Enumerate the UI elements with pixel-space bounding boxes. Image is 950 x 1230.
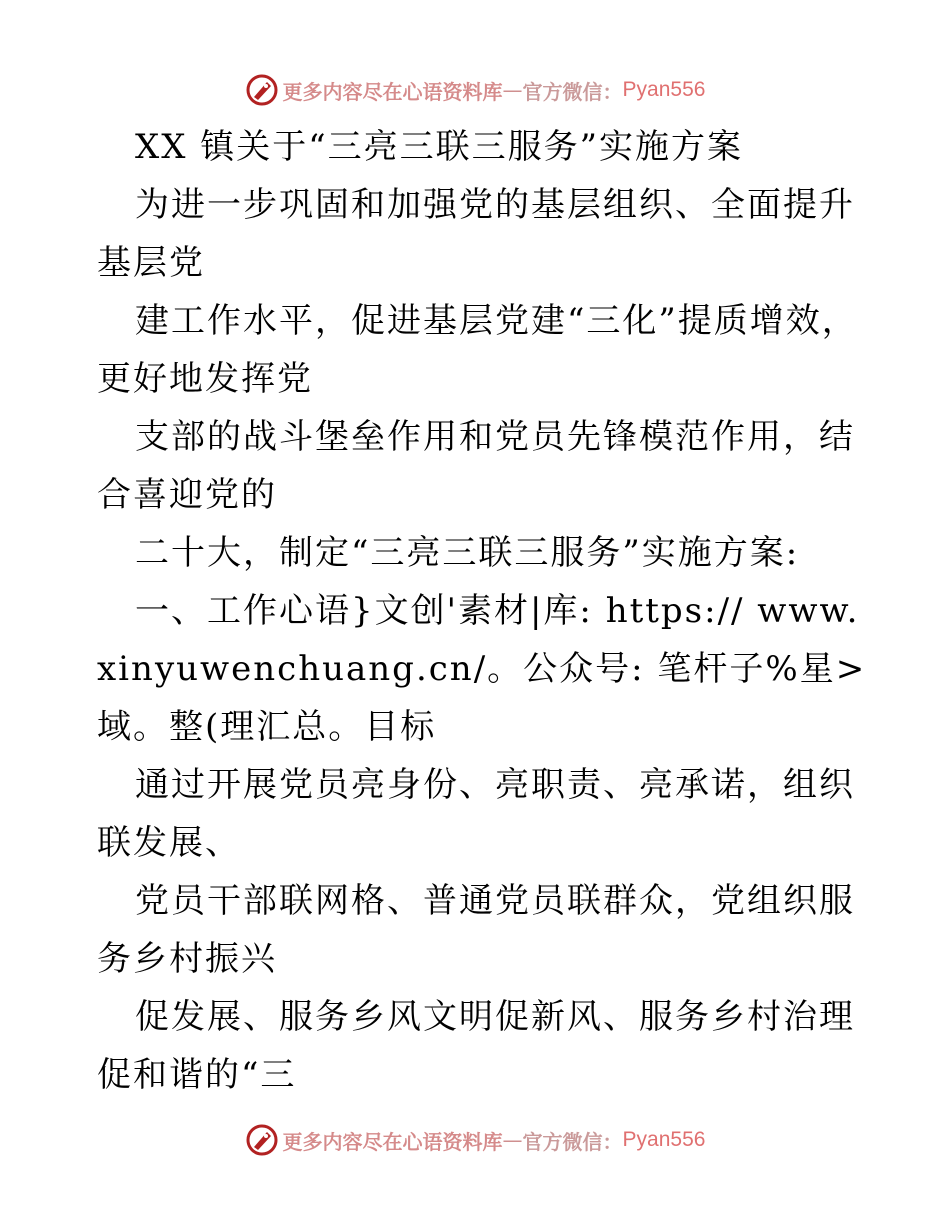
paragraph: 为进一步巩固和加强党的基层组织、全面提升基层党: [97, 185, 855, 283]
pen-nib-logo-icon: [245, 73, 279, 107]
footer-watermark: [0, 1120, 950, 1160]
watermark-wechat-label: 官方微信：: [522, 79, 623, 104]
paragraph: 促发展、服务乡风文明促新风、服务乡村治理促和谐的“三: [97, 997, 855, 1095]
watermark-site-text: 更多内容尽在心语资料库: [282, 79, 503, 104]
paragraph: 建工作水平，促进基层党建“三化”提质增效，更好地发挥党: [97, 301, 858, 399]
watermark-site-text: 更多内容尽在心语资料库: [282, 1129, 503, 1154]
paragraph: 支部的战斗堡垒作用和党员先锋模范作用，结合喜迎党的: [97, 417, 855, 515]
paragraph: 党员干部联网格、普通党员联群众，党组织服务乡村振兴: [97, 881, 855, 979]
watermark-wechat-id: Pyan556: [622, 78, 706, 101]
paragraph: 通过开展党员亮身份、亮职责、亮承诺，组织联发展、: [97, 765, 855, 863]
paragraph: 一、工作心语}文创'素材|库: https:// www.xinyuwenchuang.cn/。公众号: 笔杆子%星>域。整(理汇总。目标: [97, 591, 867, 747]
watermark-separator: —: [502, 78, 523, 102]
header-watermark: [0, 70, 950, 110]
paragraph: 二十大，制定“三亮三联三服务”实施方案:: [135, 533, 800, 573]
watermark-wechat-label: 官方微信：: [522, 1129, 623, 1154]
document-body: [97, 118, 867, 1104]
watermark-separator: —: [502, 1128, 523, 1152]
document-title: XX 镇关于“三亮三联三服务”实施方案: [135, 127, 743, 167]
watermark-wechat-id: Pyan556: [622, 1128, 706, 1151]
pen-nib-logo-icon: [245, 1123, 279, 1157]
